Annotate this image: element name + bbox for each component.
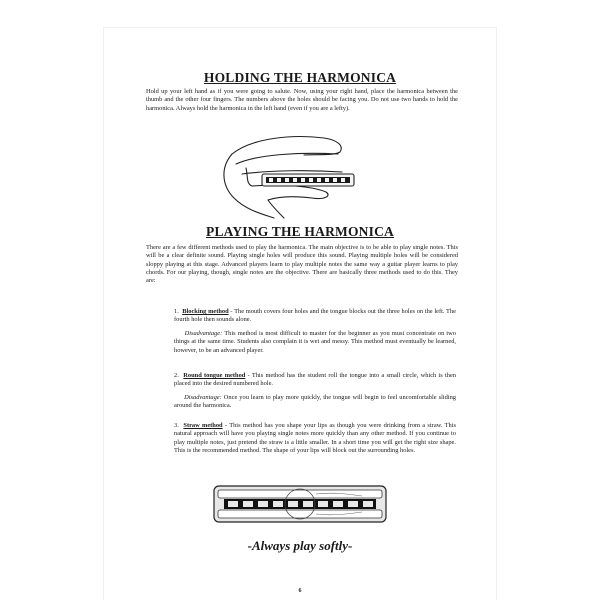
disadvantage-label: Disadvantage:	[184, 394, 222, 401]
disadvantage-round-tongue	[174, 394, 456, 411]
hand-holding-harmonica-icon	[212, 124, 382, 220]
disadvantage-label: Disadvantage:	[184, 330, 223, 337]
intro-paragraph: Hold up your left hand as if you were going to salute. Now, using your right hand, place the harmonica between the thumb and the other four fingers. The numbers above the holes should be facing you. Do not use two hands to hold the harmonica. Always hold the harmonica in the left hand (even if you are a lefty).	[146, 88, 458, 112]
disadvantage-blocking	[174, 330, 456, 355]
main-paragraph: There are a few different methods used to play the harmonica. The main objective is to be able to play single notes. This will be a clear definite sound. Playing single holes will produce this sound. Playing multiple holes will be considered sloppy playing at this stage. Advanced players learn to play multiple notes the same way a guitar player learns to play chords. For our playing, though, single notes are the objective. There are basically three methods used to do this. They are:	[146, 244, 458, 285]
disadvantage-text: This method is most difficult to master for the beginner as you must concentrate on two things at the same time. Students also complain it is wet and messy. This method must eventually be learned, however, to be an advanced player.	[174, 330, 456, 354]
method-number: 3.	[174, 422, 179, 429]
method-blocking	[174, 308, 456, 325]
method-straw	[174, 422, 456, 455]
method-label: Round tongue method	[183, 372, 246, 379]
harmonica-icon	[212, 482, 388, 526]
method-text: - The mouth covers four holes and the tongue blocks out the three holes on the left. The fourth hole then sounds alone.	[174, 308, 456, 324]
heading-playing: PLAYING THE HARMONICA	[206, 224, 394, 239]
method-label: Straw method	[183, 422, 223, 429]
document-page	[104, 28, 496, 600]
page-number: 6	[298, 588, 302, 594]
method-text: - This method has you shape your lips as though you were drinking from a straw. This natural approach will have you playing single notes more quickly than any other method. If you continue to play multiple notes, just pretend the straw is a little smaller. In a short time you will get the right size shape. This is the recommended method. The shape of your lips will block out the surrounding holes.	[174, 422, 456, 454]
heading-holding: HOLDING THE HARMONICA	[203, 70, 397, 85]
slogan: -Always play softly-	[247, 538, 353, 553]
disadvantage-text: Once you learn to play more quickly, the tongue will begin to feel uncomfortable sliding around the harmonica.	[174, 394, 456, 410]
method-round-tongue	[174, 372, 456, 389]
method-label: Blocking method	[182, 308, 229, 315]
method-text: - This method has the student roll the tongue into a small circle, which is then placed into the desired numbered hole.	[174, 372, 456, 388]
method-number: 1.	[174, 308, 179, 315]
method-number: 2.	[174, 372, 179, 379]
